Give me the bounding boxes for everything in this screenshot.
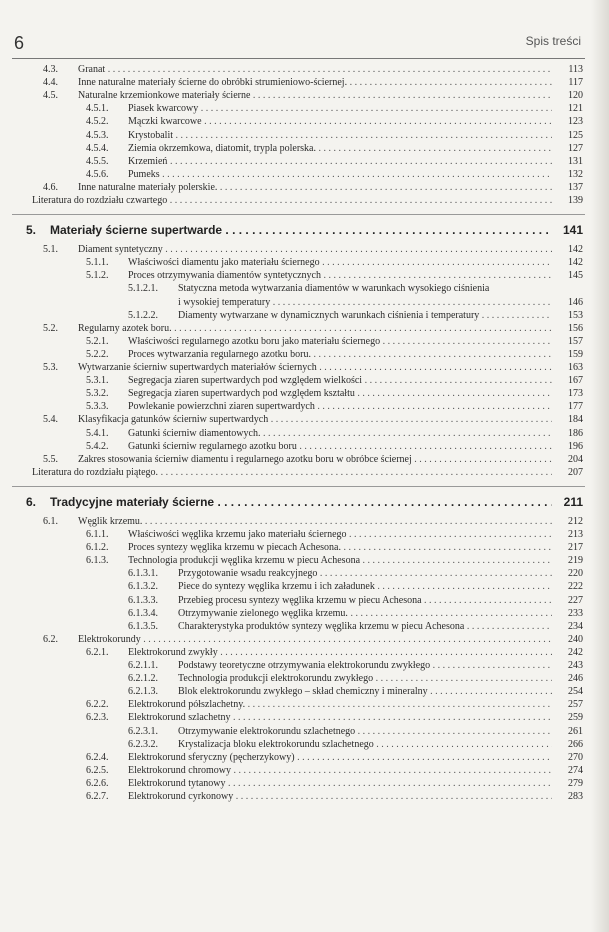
- entry-number: 6.1.2.: [86, 542, 109, 554]
- entry-number: 4.5.4.: [86, 142, 109, 154]
- entry-title: Piece do syntezy węglika krzemu i ich załadunek . . .: [178, 580, 552, 593]
- entry-number: 5.1.: [43, 244, 58, 256]
- entry-number: 4.5.5.: [86, 155, 109, 167]
- entry-page: 145: [568, 270, 583, 282]
- entry-page: 120: [568, 90, 583, 102]
- entry-page: 139: [568, 195, 583, 206]
- entry-number: 6.2.3.1.: [128, 725, 158, 737]
- entry-page: 254: [568, 686, 583, 698]
- toc-entry: [0, 567, 600, 580]
- entry-page: 127: [568, 142, 583, 154]
- entry-title: Przebieg procesu syntezy węglika krzemu w piecu Achesona . . .: [178, 594, 552, 607]
- toc-entry: [0, 440, 600, 453]
- toc-entry: [0, 466, 600, 479]
- toc-entry: [0, 322, 600, 335]
- toc-entry: [0, 790, 600, 803]
- entry-page: 113: [568, 64, 583, 75]
- entry-page: 159: [568, 348, 583, 360]
- chapter-title: Tradycyjne materiały ścierne . . .: [50, 493, 552, 511]
- toc-entry: [0, 633, 600, 646]
- entry-number: 4.5.3.: [86, 129, 109, 141]
- entry-number: 4.3.: [43, 64, 58, 75]
- entry-page: 117: [568, 77, 583, 89]
- entry-page: 240: [568, 633, 583, 645]
- entry-title: Literatura do rozdziału piątego. . . .: [32, 466, 552, 479]
- entry-title: Blok elektrokorundu zwykłego – skład chemiczny i mineralny . . .: [178, 685, 552, 698]
- entry-number: 5.1.2.: [86, 270, 109, 282]
- entry-page: 184: [568, 414, 583, 426]
- entry-page: 213: [568, 529, 583, 540]
- running-title: Spis treści: [525, 34, 581, 48]
- entry-page: 266: [568, 738, 583, 750]
- page-number: 6: [14, 33, 25, 53]
- chapter-number: 5.: [26, 223, 37, 238]
- entry-page: 283: [568, 791, 583, 802]
- chapter-number: 6.: [26, 494, 37, 509]
- entry-number: 6.1.3.: [86, 555, 109, 567]
- entry-number: 5.4.1.: [86, 427, 109, 439]
- entry-page: 220: [568, 568, 583, 580]
- entry-title: Regularny azotek boru. . . .: [78, 322, 552, 335]
- entry-number: 5.2.1.: [86, 335, 109, 347]
- entry-page: 261: [568, 725, 583, 737]
- toc-entry: [0, 594, 600, 607]
- entry-title: Inne naturalne materiały ścierne do obróbki strumieniowo-ściernej. . . .: [78, 76, 552, 89]
- entry-title: Segregacja ziaren supertwardych pod względem wielkości . . .: [128, 374, 552, 387]
- entry-title: Technologia produkcji węglika krzemu w piecu Achesona . . .: [128, 554, 552, 567]
- toc-entry: [0, 374, 600, 387]
- toc-entry: [0, 194, 600, 207]
- entry-title: Elektrokorund sferyczny (pęcherzykowy) . . .: [128, 751, 552, 764]
- entry-title: Węglik krzemu. . . .: [78, 515, 552, 528]
- entry-number: 5.2.2.: [86, 348, 109, 360]
- entry-title: Właściwości diamentu jako materiału ściernego . . .: [128, 256, 552, 269]
- chapter-separator: [12, 214, 585, 215]
- entry-number: 5.5.: [43, 453, 58, 465]
- entry-page: 279: [568, 777, 583, 789]
- toc-entry: [0, 698, 600, 711]
- entry-page: 227: [568, 594, 583, 606]
- entry-number: 5.3.3.: [86, 401, 109, 413]
- entry-number: 5.1.2.2.: [128, 309, 158, 321]
- entry-title: Inne naturalne materiały polerskie. . . .: [78, 181, 552, 194]
- entry-page: 222: [568, 581, 583, 593]
- entry-number: 4.6.: [43, 181, 58, 193]
- entry-number: 6.2.: [43, 633, 58, 645]
- toc-entry: [0, 554, 600, 567]
- entry-title: Diament syntetyczny . . .: [78, 243, 552, 256]
- entry-title: Diamenty wytwarzane w dynamicznych warunkach ciśnienia i temperatury . . .: [178, 309, 552, 322]
- entry-title: Przygotowanie wsadu reakcyjnego . . .: [178, 567, 552, 580]
- toc-entry: [0, 168, 600, 181]
- entry-number: 6.2.2.: [86, 699, 109, 711]
- toc-entry: [0, 348, 600, 361]
- entry-title: Zakres stosowania ścierniw diamentu i regularnego azotku boru w obróbce ściernej . . .: [78, 453, 552, 466]
- entry-page: 274: [568, 764, 583, 776]
- entry-page: 132: [568, 168, 583, 180]
- entry-page: 242: [568, 646, 583, 658]
- toc-entry: [0, 155, 600, 168]
- entry-page: 219: [568, 555, 583, 567]
- entry-page: 146: [568, 296, 583, 308]
- entry-page: 186: [568, 427, 583, 439]
- entry-page: 257: [568, 699, 583, 711]
- entry-number: 5.4.2.: [86, 440, 109, 452]
- chapter-page: 211: [563, 494, 583, 509]
- entry-number: 6.2.6.: [86, 777, 109, 789]
- entry-title: Proces wytwarzania regularnego azotku boru. . . .: [128, 348, 552, 361]
- entry-page: 259: [568, 712, 583, 724]
- toc-entry: [0, 102, 600, 115]
- entry-page: 137: [568, 181, 583, 193]
- entry-page: 270: [568, 751, 583, 763]
- entry-number: 6.1.3.2.: [128, 581, 158, 593]
- toc-entry: [0, 711, 600, 724]
- toc-entry: [0, 607, 600, 620]
- entry-title: Charakterystyka produktów syntezy węglika krzemu w piecu Achesona . . .: [178, 620, 552, 633]
- toc-entry: [0, 777, 600, 790]
- toc-entry: [0, 685, 600, 698]
- entry-page: 121: [568, 103, 583, 115]
- entry-page: 243: [568, 660, 583, 671]
- entry-page: 167: [568, 375, 583, 387]
- entry-title: Literatura do rozdziału czwartego . . .: [32, 194, 552, 207]
- entry-title: Statyczna metoda wytwarzania diamentów w warunkach wysokiego ciśnienia: [178, 283, 490, 295]
- toc-entry: [0, 725, 600, 738]
- toc-entry: [0, 400, 600, 413]
- toc-entry: [0, 672, 600, 685]
- toc-entry: [0, 427, 600, 440]
- entry-page: 163: [568, 362, 583, 373]
- entry-title: Wytwarzanie ścierniw supertwardych materiałów ściernych . . .: [78, 361, 552, 374]
- entry-number: 6.1.3.3.: [128, 594, 158, 606]
- entry-title: Krystobalit . . .: [128, 129, 552, 142]
- entry-page: 142: [568, 257, 583, 269]
- entry-title: Otrzymywanie elektrokorundu szlachetnego . . .: [178, 725, 552, 738]
- entry-page: 234: [568, 620, 583, 632]
- toc-entry: [0, 387, 600, 400]
- entry-title: Elektrokorund tytanowy . . .: [128, 777, 552, 790]
- entry-title: Klasyfikacja gatunków ścierniw supertwardych . . .: [78, 413, 552, 426]
- entry-number: 6.1.1.: [86, 529, 109, 540]
- toc-entry: [0, 361, 600, 374]
- entry-title: Proces syntezy węglika krzemu w piecach Achesona. . . .: [128, 541, 552, 554]
- toc-chapter: [0, 493, 600, 511]
- toc-entry: [0, 580, 600, 593]
- entry-title: Mączki kwarcowe . . .: [128, 115, 552, 128]
- toc-entry-continuation: [0, 296, 600, 309]
- entry-number: 6.2.4.: [86, 751, 109, 763]
- entry-number: 4.4.: [43, 77, 58, 89]
- entry-page: 131: [568, 155, 583, 167]
- chapter-page: 141: [562, 223, 583, 238]
- entry-page: 142: [568, 244, 583, 256]
- entry-title: Otrzymywanie zielonego węglika krzemu. . . .: [178, 607, 552, 620]
- entry-number: 6.2.5.: [86, 764, 109, 776]
- entry-title: Elektrokorund zwykły . . .: [128, 646, 552, 659]
- toc-entry: [0, 282, 600, 295]
- toc-chapter: [0, 221, 600, 239]
- entry-page: 246: [568, 673, 583, 685]
- entry-number: 6.2.1.: [86, 646, 109, 658]
- toc-entry: [0, 646, 600, 659]
- entry-number: 5.4.: [43, 414, 58, 426]
- entry-page: 157: [568, 335, 583, 347]
- entry-title: Elektrokorund półszlachetny. . . .: [128, 698, 552, 711]
- entry-number: 5.1.2.1.: [128, 283, 158, 295]
- toc-entry: [0, 181, 600, 194]
- entry-title: Elektrokorund cyrkonowy . . .: [128, 790, 552, 803]
- entry-number: 5.3.: [43, 362, 58, 373]
- entry-number: 4.5.6.: [86, 168, 109, 180]
- entry-page: 125: [568, 129, 583, 141]
- entry-title: Elektrokorund chromowy . . .: [128, 764, 552, 777]
- entry-title: Krystalizacja bloku elektrokorundu szlachetnego . . .: [178, 738, 552, 751]
- entry-title: Elektrokorundy . . .: [78, 633, 552, 646]
- entry-title: Krzemień . . .: [128, 155, 552, 168]
- toc-entry: [0, 115, 600, 128]
- entry-title: Proces otrzymywania diamentów syntetycznych . . .: [128, 269, 552, 282]
- toc-entry: [0, 63, 600, 76]
- entry-title: Gatunki ścierniw regularnego azotku boru . . .: [128, 440, 552, 453]
- entry-title: Pumeks . . .: [128, 168, 552, 181]
- toc-entry: [0, 309, 600, 322]
- entry-page: 173: [568, 388, 583, 400]
- entry-page: 153: [568, 309, 583, 321]
- entry-title: Powlekanie powierzchni ziaren supertwardych . . .: [128, 400, 552, 413]
- entry-page: 217: [568, 542, 583, 554]
- entry-title: Technologia produkcji elektrokorundu zwykłego . . .: [178, 672, 552, 685]
- entry-page: 212: [568, 515, 583, 527]
- entry-title: Piasek kwarcowy . . .: [128, 102, 552, 115]
- entry-page: 207: [568, 466, 583, 478]
- entry-title: Ziemia okrzemkowa, diatomit, trypla polerska. . . .: [128, 142, 552, 155]
- entry-number: 4.5.1.: [86, 103, 109, 115]
- entry-page: 156: [568, 322, 583, 334]
- toc-entry: [0, 413, 600, 426]
- entry-number: 6.2.1.1.: [128, 660, 158, 671]
- toc-entry: [0, 515, 600, 528]
- entry-page: 123: [568, 116, 583, 128]
- entry-page: 177: [568, 401, 583, 413]
- entry-number: 6.1.: [43, 515, 58, 527]
- toc-entry: [0, 541, 600, 554]
- entry-number: 6.1.3.1.: [128, 568, 158, 580]
- entry-number: 6.2.7.: [86, 791, 109, 802]
- toc-entry: [0, 76, 600, 89]
- entry-title: Naturalne krzemionkowe materiały ścierne . . .: [78, 89, 552, 102]
- toc-entry: [0, 738, 600, 751]
- entry-title: Elektrokorund szlachetny . . .: [128, 711, 552, 724]
- entry-page: 233: [568, 607, 583, 619]
- toc-entry: [0, 335, 600, 348]
- toc-entry: [0, 243, 600, 256]
- chapter-separator: [12, 486, 585, 487]
- entry-number: 5.2.: [43, 322, 58, 334]
- chapter-title: Materiały ścierne supertwarde . . .: [50, 221, 552, 239]
- toc-entry: [0, 620, 600, 633]
- entry-page: 196: [568, 440, 583, 452]
- toc-entry: [0, 528, 600, 541]
- entry-title: Właściwości węglika krzemu jako materiału ściernego . . .: [128, 528, 552, 541]
- toc-entry: [0, 751, 600, 764]
- entry-page: 204: [568, 453, 583, 465]
- entry-title: Właściwości regularnego azotku boru jako materiału ściernego . . .: [128, 335, 552, 348]
- entry-number: 6.1.3.5.: [128, 620, 158, 632]
- toc-entry: [0, 129, 600, 142]
- toc-entry: [0, 269, 600, 282]
- toc-entry: [0, 764, 600, 777]
- entry-number: 6.2.1.3.: [128, 686, 158, 698]
- header-rule: [12, 58, 585, 59]
- entry-number: 6.2.1.2.: [128, 673, 158, 685]
- entry-title: i wysokiej temperatury . . .: [178, 296, 552, 309]
- entry-number: 6.1.3.4.: [128, 607, 158, 619]
- entry-number: 6.2.3.2.: [128, 738, 158, 750]
- entry-title: Podstawy teoretyczne otrzymywania elektrokorundu zwykłego . . .: [178, 659, 552, 672]
- toc-entry: [0, 256, 600, 269]
- toc-entry: [0, 659, 600, 672]
- toc-entry: [0, 142, 600, 155]
- entry-number: 4.5.2.: [86, 116, 109, 128]
- entry-number: 5.1.1.: [86, 257, 109, 269]
- entry-number: 4.5.: [43, 90, 58, 102]
- toc-entry: [0, 453, 600, 466]
- entry-title: Gatunki ścierniw diamentowych. . . .: [128, 427, 552, 440]
- entry-number: 5.3.2.: [86, 388, 109, 400]
- entry-title: Segregacja ziaren supertwardych pod względem kształtu . . .: [128, 387, 552, 400]
- entry-number: 6.2.3.: [86, 712, 109, 724]
- entry-title: Granat . . .: [78, 63, 552, 76]
- toc-entry: [0, 89, 600, 102]
- entry-number: 5.3.1.: [86, 375, 109, 387]
